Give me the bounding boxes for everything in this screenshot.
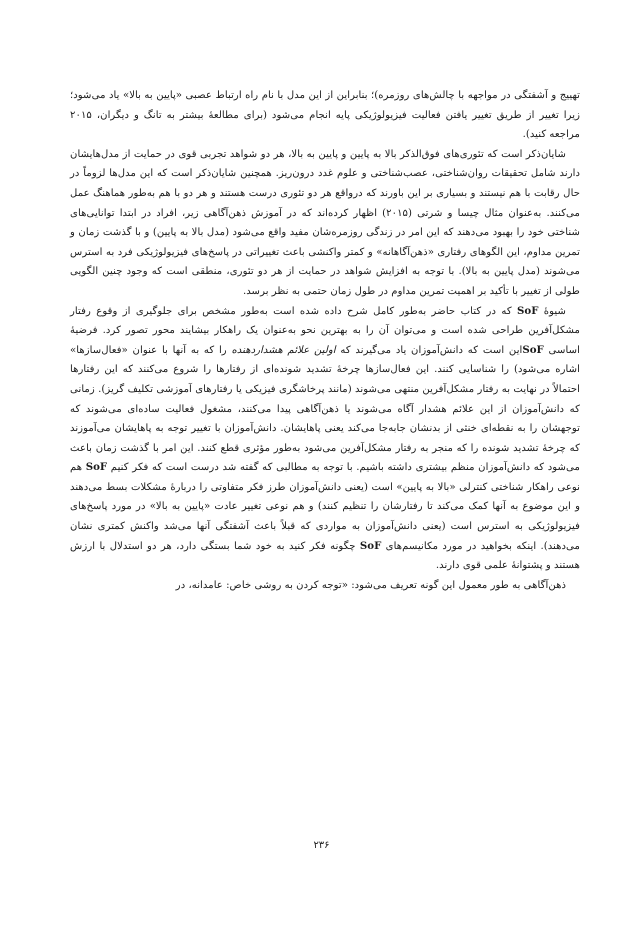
emphasis-text: اولین علائم هشداردهنده (231, 344, 336, 356)
document-body (70, 86, 580, 595)
sof-term: SoF (359, 539, 382, 552)
paragraph-text: را که به آنها با عنوان «فعال‌سازها» اشاره می‌شود) را شناسایی کنند. این فعال‌سازها چرخهٔ تشدید شونده‌ای از رفتارها را شروع می‌کنند که این رفتارها احتمالاً در نهایت به رفتار مشکل‌آفرین منتهی می‌شوند (مانند پرخاشگری فیزیکی یا رفتارهای آموزشی تکلیف گریز). زمانی که دانش‌آموزان از این علائم هشدار آگاه می‌شوند یا ذهن‌آگاهی پیدا می‌کنند، مشغول فعالیت ساده‌ای می‌شوند که توجهشان را به نقطه‌ای خنثی از بدنشان جابه‌جا می‌کند یعنی پاهایشان. دانش‌آموزان با تغییر توجه به پاهایشان می‌آموزند که چرخهٔ تشدید شونده را که منجر به رفتار مشکل‌آفرین می‌شود به‌طور مؤثری قطع کنند. این امر با گذشت زمان باعث می‌شود که دانش‌آموزان منظم بیشتری داشته باشیم. با توجه به مطالبی که گفته شد درست است که فکر کنیم (70, 344, 580, 474)
paragraph-text: که در کتاب حاضر به‌طور کامل شرح داده شده است به‌طور مشخص برای جلوگیری از وقوع رفتار مشکل‌آفرین طراحی شده است و می‌توان آن را به بهترین نحو به‌عنوان یک راهکار بیشایند محور تصور کرد. فرضیهٔ اساسی (70, 305, 580, 356)
paragraph-text: این است که دانش‌آموزان یاد می‌گیرند که (335, 344, 523, 356)
paragraph-text: هم نوعی راهکار شناختی کنترلی «بالا به پایین» است (یعنی دانش‌آموزان طرز فکر متفاوتی را دربارهٔ مشکلات بسط می‌دهند و این موضوع به آنها کمک می‌کند تا رفتارشان را تنظیم کنند) و هم نوعی تغییر عادت «پایین به بالا» در مورد پاسخ‌های فیزیولوژیکی به استرس است (یعنی دانش‌آموزان به مواردی که قبلاً باعث آشفتگی آنها می‌شد واکنش کمتری نشان می‌دهند). اینکه بخواهید در مورد مکانیسم‌های (70, 462, 580, 552)
paragraph: شایان‌ذکر است که تئوری‌های فوق‌الذکر بالا به پایین و پایین به بالا، هر دو شواهد تجربی قوی در حمایت از مدل‌هایشان دارند شامل تحقیقات روان‌شناختی، عصب‌شناختی و علوم غدد درون‌ریز. همچنین شایان‌ذکر است که این مدل‌ها لزوماً در حال رقابت با هم نیستند و بسیاری بر این باورند که درواقع هر دو تئوری درست هستند و هر دو با هم به‌طور هماهنگ عمل می‌کنند. به‌عنوان مثال چیسا و شرتی (۲۰۱۵) اظهار کرده‌اند که در آموزش ذهن‌آگاهی زیر، افراد در ابتدا توانایی‌های شناختی خود را بهبود می‌دهند که این امر در زندگی روزمره‌شان مفید واقع می‌شود (مدل بالا به پایین) و با گذشت زمان و تمرین مداوم، این الگوهای رفتاری «ذهن‌آگاهانه» و کمتر واکنشی باعث تغییراتی در پاسخ‌های فیزیولوژیکی فرد به استرس می‌شوند (مدل پایین به بالا). با توجه به افزایش شواهد در حمایت از هر دو تئوری، منطقی است که وجود چنین الگویی طولی از تغییر با تأکید بر اهمیت تمرین مداوم در طول زمان حتمی به نظر برسد. (70, 148, 580, 297)
paragraph: ذهن‌آگاهی به طور معمول این گونه تعریف می‌شود: «توجه کردن به روشی خاص: عامدانه، در (175, 579, 566, 591)
paragraph-text: شیوهٔ (538, 305, 567, 317)
paragraph: تهییج و آشفتگی در مواجهه با چالش‌های روزمره)؛ بنابراین از این مدل با نام راه ارتباط عصبی «پایین به بالا» یاد می‌شود؛ زیرا تغییر از طریق تغییر یافتن فعالیت فیزیولوژیکی پایه انجام می‌شود (برای مطالعهٔ بیشتر به تانگ و دیگران، ۲۰۱۵ مراجعه کنید). (70, 90, 580, 141)
sof-term: SoF (522, 343, 544, 356)
sof-term: SoF (517, 304, 539, 317)
page-number: ۲۳۶ (313, 840, 330, 851)
paragraph-sof (70, 302, 580, 576)
sof-term: SoF (85, 461, 108, 474)
paragraph-text: چگونه فکر کنید به خود شما بستگی دارد، هر دو استدلال با ارزش هستند و پشتوانهٔ علمی قوی دارند. (70, 540, 580, 572)
